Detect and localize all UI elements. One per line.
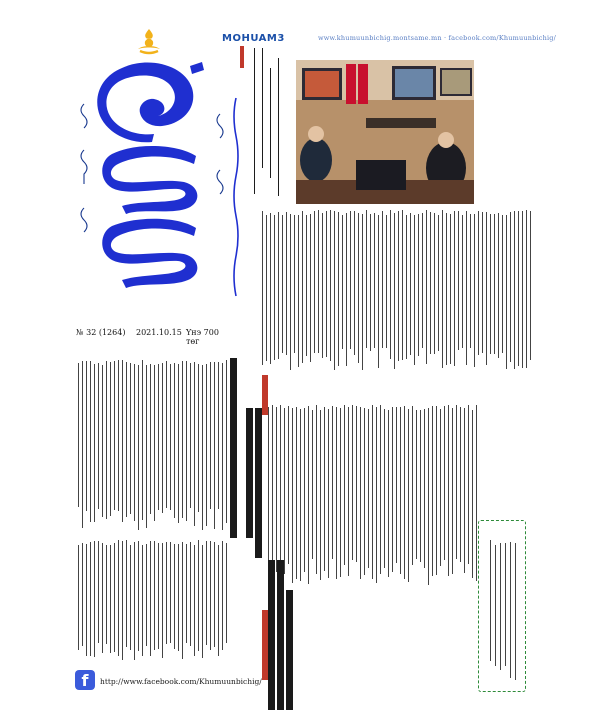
text-column-line [406,215,407,359]
text-column-line [360,407,361,579]
text-column-line [382,211,383,348]
text-column-line [400,407,401,574]
text-column-line [300,409,301,581]
text-column-line [304,408,305,572]
text-column-line [474,214,475,367]
text-column-line [500,543,501,670]
text-column-line [466,211,467,365]
text-column-line [446,213,447,365]
text-column-line [218,545,219,656]
text-column-line [514,211,515,369]
text-column-line [90,542,91,656]
text-column-line [268,407,269,570]
text-column-line [510,542,511,678]
text-column-line [82,543,83,646]
text-column-line [390,210,391,359]
text-column-line [342,215,343,349]
text-column-line [522,211,523,368]
article-main-upper [262,210,532,370]
text-column-line [114,361,115,510]
text-column-line [134,542,135,660]
website-url[interactable]: www.khumuunbichig.montsame.mn [318,34,442,42]
text-column-line [316,405,317,574]
text-column-line [86,544,87,656]
text-column-line [162,363,163,513]
text-column-line [94,541,95,657]
caption-author-red [240,46,244,68]
text-column-line [206,541,207,645]
text-column-line [158,364,159,510]
text-column-line [505,543,506,666]
text-column-line [190,363,191,508]
text-column-line [210,541,211,650]
text-column-line [468,405,469,564]
text-column-line [378,215,379,368]
text-column-line [202,545,203,658]
text-column-line [118,540,119,656]
text-column-line [286,212,287,355]
text-column-line [326,211,327,357]
text-column-line [90,361,91,522]
masthead-title [92,58,212,290]
text-column-line [194,362,195,526]
text-column-line [472,410,473,578]
text-column-line [440,409,441,566]
text-column-line [418,214,419,356]
text-column-line [274,215,275,360]
soyombo-icon [135,28,163,58]
brand-logo: MOHUAM3 [222,33,285,44]
text-column-line [276,407,277,572]
text-column-line [134,364,135,521]
text-column-line [408,409,409,582]
text-column-line [422,213,423,348]
text-column-line [306,215,307,356]
text-column-line [434,213,435,354]
text-column-line [284,408,285,574]
text-column-line [146,544,147,646]
text-column-line [182,542,183,659]
sidebar-box-text [490,540,520,680]
issue-number: № 32 (1264) [76,328,126,337]
text-column-line [334,211,335,370]
text-column-line [470,214,471,348]
text-column-line [336,407,337,579]
text-column-line [442,210,443,368]
text-column-line [226,360,227,523]
text-column-line [186,361,187,521]
text-column-line [506,215,507,369]
text-column-line [280,405,281,562]
text-column-line [410,213,411,355]
text-column-line [106,545,107,644]
photo-caption [252,48,292,198]
text-column-line [348,407,349,576]
text-column-line [226,543,227,643]
issue-price: Үнэ 700 төг [186,328,219,346]
text-column-line [302,211,303,363]
text-column-line [330,210,331,361]
text-column-line [150,541,151,656]
text-column-line [162,543,163,658]
text-column-line [294,215,295,353]
text-column-line [328,409,329,578]
text-column-line [292,408,293,583]
red-byline-1 [262,375,268,415]
text-column-line [404,406,405,579]
text-column-line [102,543,103,653]
text-column-line [396,407,397,563]
text-column-line [322,213,323,358]
text-column-line [174,544,175,649]
text-column-line [214,542,215,647]
text-column-line [130,363,131,514]
text-column-line [130,545,131,650]
text-column-line [78,545,79,650]
text-column-line [166,361,167,508]
text-column-line [282,215,283,353]
text-column-line [110,362,111,516]
text-column-line [502,215,503,353]
text-column-line [320,410,321,580]
text-column-line [198,364,199,512]
headline-bottom-3 [286,590,293,710]
text-column-line [210,362,211,509]
text-column-line [98,363,99,509]
text-column-line [82,361,83,528]
text-column-line [102,365,103,517]
text-column-line [354,211,355,355]
text-column-line [288,406,289,564]
text-column-line [414,215,415,365]
text-column-line [138,541,139,651]
text-column-line [344,405,345,565]
text-column-line [290,214,291,370]
text-column-line [412,406,413,565]
text-column-line [194,545,195,656]
text-column-line [222,541,223,650]
text-column-line [364,408,365,575]
text-column-line [426,210,427,364]
text-column-line [450,214,451,364]
text-column-line [436,406,437,575]
text-column-line [420,410,421,562]
text-column-line [478,211,479,355]
text-column-line [356,406,357,562]
text-column-line [350,211,351,349]
text-column-line [262,211,263,365]
text-column-line [272,405,273,579]
text-column-line [498,213,499,358]
text-column-line [332,406,333,559]
text-column-line [338,212,339,366]
text-column-line [202,365,203,530]
text-column-line [490,540,491,661]
text-column-line [78,363,79,507]
text-column-line [460,407,461,562]
text-column-line [170,364,171,510]
text-column-line [142,360,143,520]
text-column-line [278,212,279,359]
text-column-line [298,215,299,367]
text-column-line [416,410,417,559]
text-column-line [178,364,179,523]
text-column-line [198,540,199,651]
text-column-line [495,545,496,666]
headline-left [230,358,237,538]
text-column-line [138,365,139,530]
text-column-line [456,405,457,559]
text-column-line [490,214,491,354]
text-column-line [310,214,311,362]
text-column-line [122,360,123,522]
red-byline-2 [262,610,268,680]
text-column-line [98,541,99,643]
text-column-line [312,410,313,559]
text-column-line [526,210,527,368]
text-column-line [438,215,439,351]
text-column-line [340,408,341,577]
facebook-icon[interactable]: f [75,670,95,690]
text-column-line [372,405,373,579]
facebook-url-header[interactable]: facebook.com/Khumuunbichig/ [446,34,557,42]
text-column-line [464,408,465,573]
text-column-line [374,213,375,348]
text-column-line [182,361,183,518]
text-column-line [118,360,119,511]
text-column-line [214,362,215,529]
text-column-line [218,362,219,509]
text-column-line [518,211,519,366]
masthead-subtitle [230,96,242,301]
text-column-line [296,407,297,579]
separator-dot: · [444,34,447,42]
text-column-line [452,408,453,574]
text-column-line [376,407,377,583]
text-column-line [368,409,369,568]
text-column-line [154,541,155,650]
text-column-line [352,405,353,560]
text-column-line [94,364,95,522]
text-column-line [346,213,347,366]
ornament-right [210,110,230,230]
text-column-line [388,410,389,577]
text-column-line [370,214,371,351]
text-column-line [392,407,393,572]
text-column-line [106,361,107,519]
text-column-line [314,211,315,353]
text-column-line [454,211,455,366]
text-column-line [126,362,127,517]
text-column-line [510,212,511,362]
meeting-photo [296,60,474,204]
text-column-line [190,542,191,646]
text-column-line [386,215,387,348]
text-column-line [430,212,431,354]
article-left-lower [78,540,228,660]
article-left [78,360,228,530]
ornament-left [74,100,94,250]
text-column-line [178,544,179,651]
text-column-line [318,210,319,353]
text-column-line [114,543,115,652]
text-column-line [110,545,111,653]
text-column-line [486,212,487,365]
text-column-line [444,406,445,560]
text-column-line [324,407,325,571]
text-column-line [126,540,127,647]
text-column-line [358,213,359,363]
text-column-line [174,363,175,518]
text-column-line [366,210,367,348]
text-column-line [206,364,207,526]
text-column-line [380,405,381,574]
facebook-url[interactable]: http://www.facebook.com/Khumuunbichig/ [100,677,262,686]
text-column-line [476,405,477,581]
article-main-lower [268,405,478,585]
text-column-line [158,543,159,649]
text-column-line [384,409,385,568]
headline-bottom-2 [277,560,284,710]
text-column-line [86,361,87,511]
text-column-line [494,214,495,354]
text-column-line [270,213,271,364]
text-column-line [448,405,449,576]
text-column-line [222,363,223,530]
text-column-line [122,541,123,660]
text-column-line [402,210,403,360]
text-column-line [515,543,516,680]
issue-date: 2021.10.15 [136,328,182,337]
headline-center [255,408,262,558]
text-column-line [398,211,399,361]
issue-bar [76,328,231,346]
text-column-line [462,215,463,348]
text-column-line [146,365,147,528]
text-column-line [170,542,171,643]
text-column-line [150,364,151,514]
text-column-line [308,406,309,584]
text-column-line [186,544,187,643]
website-url-line[interactable] [318,34,556,42]
headline-bottom-1 [268,560,275,710]
text-column-line [394,213,395,369]
text-column-line [266,215,267,361]
text-column-line [432,406,433,576]
text-column-line [166,542,167,644]
text-column-line [482,212,483,353]
text-column-line [362,214,363,370]
text-column-line [424,409,425,568]
headline-center-2 [246,408,253,538]
text-column-line [428,408,429,585]
text-column-line [530,211,531,360]
text-column-line [142,545,143,656]
text-column-line [458,211,459,350]
text-column-line [154,365,155,521]
